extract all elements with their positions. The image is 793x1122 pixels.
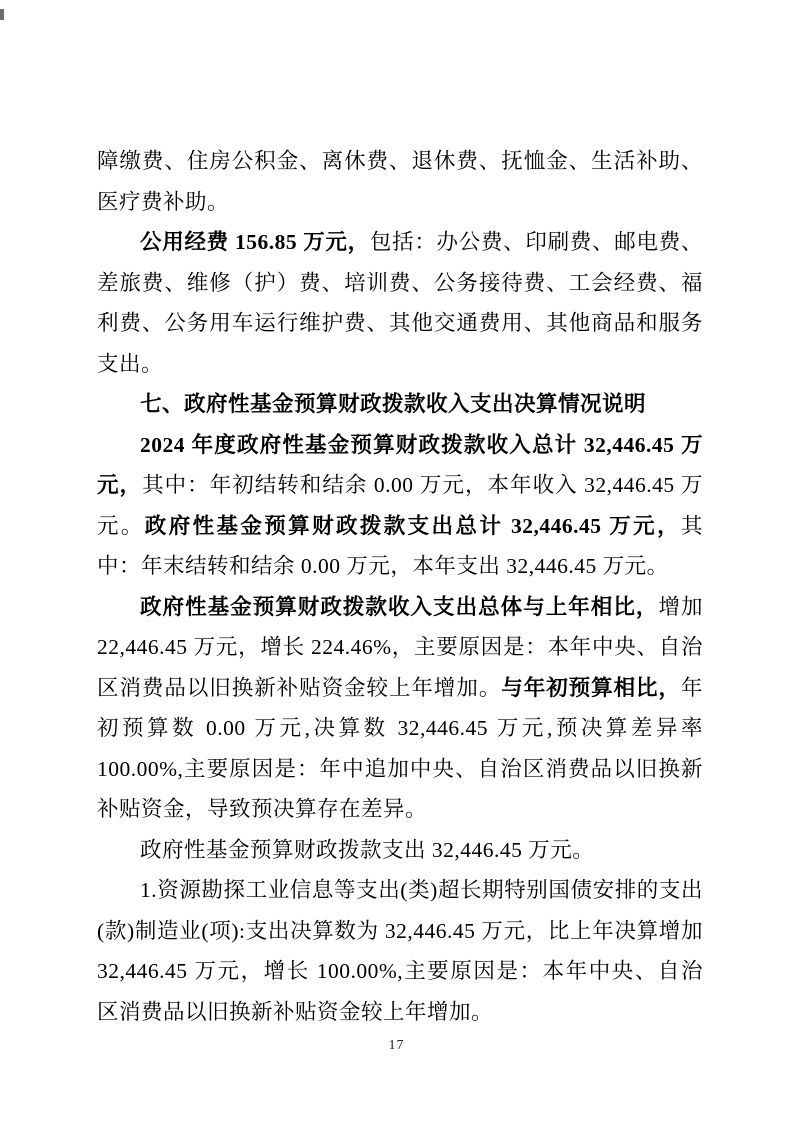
document-body	[97, 141, 703, 1032]
text-run: 包括：办公费、印刷费、邮电费、差旅费、维修（护）费、培训费、公务接待费、工会经费、福利费、公务用车运行维护费、其他交通费用、其他商品和服务支出。	[97, 230, 703, 376]
para-year-comparison	[97, 587, 703, 830]
para-fund-expenditure-total	[97, 830, 703, 871]
text-run: 障缴费、住房公积金、离休费、退休费、抚恤金、生活补助、医疗费补助。	[97, 149, 703, 214]
para-public-expense	[97, 222, 703, 384]
text-run: 政府性基金预算财政拨款支出 32,446.45 万元。	[140, 837, 595, 862]
page-footer	[0, 1036, 793, 1054]
text-run-bold: 七、政府性基金预算财政拨款收入支出决算情况说明	[140, 392, 647, 416]
heading-section-seven	[97, 384, 703, 425]
text-run: 1.资源勘探工业信息等支出(类)超长期特别国债安排的支出(款)制造业(项):支出决算数为 32,446.45 万元，比上年决算增加 32,446.45 万元，增长 100.00%,主要原因是：本年中央、自治区消费品以旧换新补贴资金较上年增加。	[97, 878, 703, 1024]
text-run: 其中：年初结转和结余 0.00 万元，本年收入 32,446.45 万元。	[97, 473, 703, 538]
para-personnel-expense-continuation	[97, 141, 703, 222]
text-run-bold: 公用经费 156.85 万元，	[140, 230, 370, 254]
page-number: 17	[388, 1038, 405, 1053]
text-run-bold: 政府性基金预算财政拨款收入支出总体与上年相比，	[140, 594, 659, 619]
text-run: 其中：年末结转和结余 0.00 万元，本年支出 32,446.45 万元。	[97, 513, 703, 578]
text-run-bold: 政府性基金预算财政拨款支出总计 32,446.45 万元，	[144, 513, 681, 538]
para-fund-budget-totals	[97, 425, 703, 587]
text-run: 增加 22,446.45 万元，增长 224.46%，主要原因是：本年中央、自治区消费品以旧换新补贴资金较上年增加。	[97, 594, 703, 700]
text-run-bold: 2024 年度政府性基金预算财政拨款收入总计 32,446.45 万元，	[97, 432, 703, 497]
text-run-bold: 与年初预算相比，	[501, 675, 681, 700]
para-item-1-manufacturing	[97, 870, 703, 1032]
scan-artifact	[0, 9, 4, 20]
text-run: 年初预算数 0.00 万元,决算数 32,446.45 万元,预决算差异率 100.00%,主要原因是：年中追加中央、自治区消费品以旧换新补贴资金，导致预决算存在差异。	[97, 675, 703, 821]
